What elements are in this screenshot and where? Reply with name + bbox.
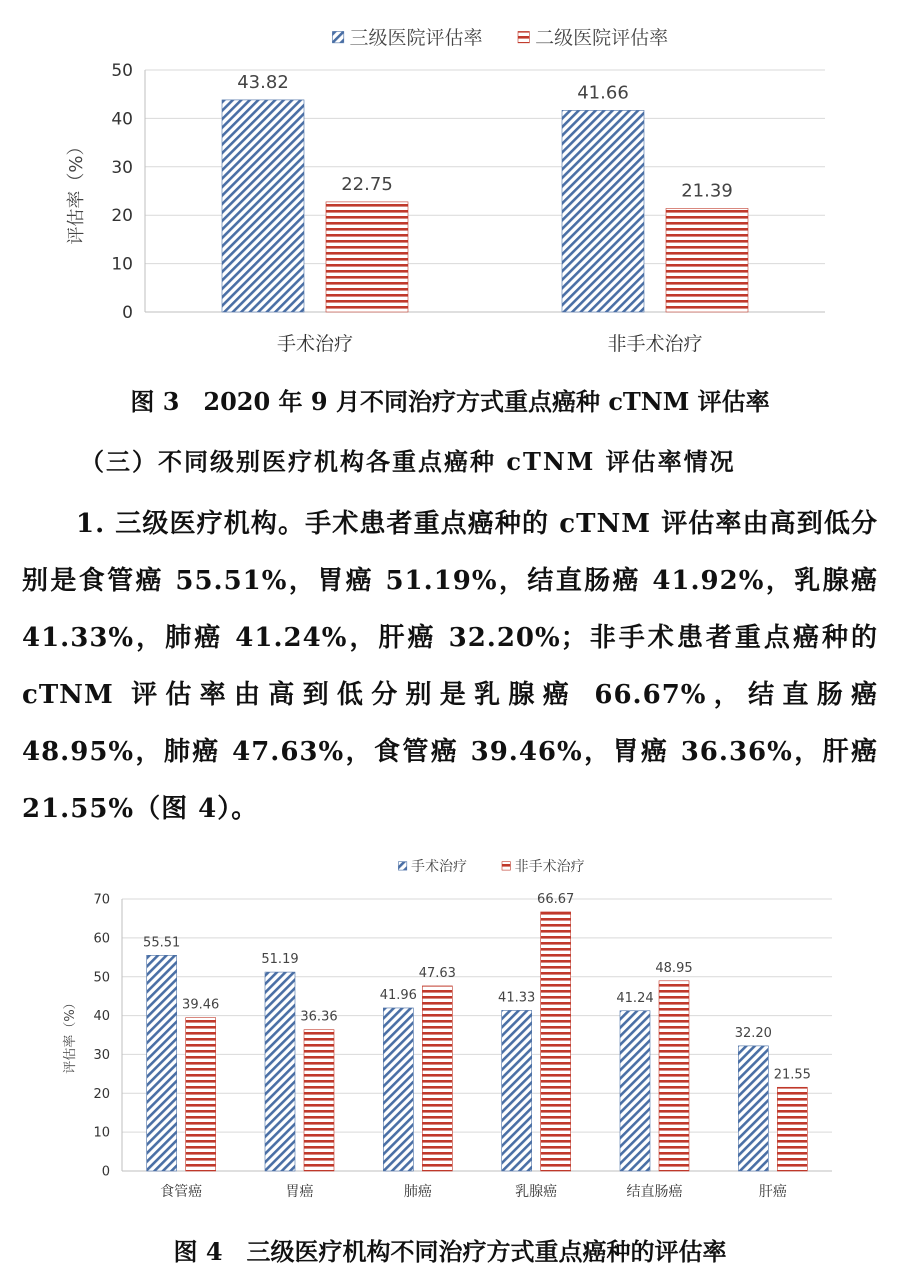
y-tick-label: 20 (111, 206, 133, 227)
bar-1-5 (620, 1011, 650, 1171)
x-tick-label: 乳腺癌 (515, 1184, 558, 1200)
y-tick-label: 10 (93, 1125, 110, 1141)
bar-1-4 (502, 1010, 532, 1171)
bar-2-2 (666, 208, 748, 312)
y-tick-label: 30 (111, 157, 133, 178)
bar-1-1 (222, 100, 304, 312)
y-tick-label: 50 (111, 60, 133, 81)
figure-3-chart (0, 0, 900, 380)
data-label: 21.39 (681, 180, 733, 202)
bar-1-3 (383, 1008, 413, 1171)
figure-4-chart (0, 840, 900, 1220)
y-tick-label: 0 (101, 1164, 110, 1180)
y-tick-label: 40 (111, 109, 133, 130)
figure-3-caption: 图 3 2020 年 9 月不同治疗方式重点癌种 cTNM 评估率 (130, 387, 770, 416)
data-label: 32.20 (734, 1025, 772, 1041)
y-axis-label: 评估率（%） (63, 996, 78, 1074)
data-label: 21.55 (773, 1067, 811, 1083)
data-label: 66.67 (537, 891, 575, 907)
data-label: 39.46 (182, 997, 220, 1013)
y-tick-label: 30 (93, 1047, 110, 1063)
y-tick-label: 60 (93, 931, 110, 947)
y-tick-label: 10 (111, 254, 133, 275)
y-tick-label: 0 (122, 302, 133, 323)
x-tick-label: 肝癌 (758, 1184, 787, 1200)
y-tick-label: 40 (93, 1009, 110, 1025)
bar-1-1 (147, 955, 177, 1171)
bar-1-2 (265, 972, 295, 1171)
x-tick-label: 肺癌 (403, 1184, 432, 1200)
legend-label: 二级医院评估率 (535, 26, 669, 49)
x-tick-label: 胃癌 (285, 1184, 314, 1200)
y-axis-label: 评估率（%） (66, 137, 87, 245)
body-paragraph: 1. 三级医疗机构。手术患者重点癌种的 cTNM 评估率由高到低分别是食管癌 55.51%，胃癌 51.19%，结直肠癌 41.92%，乳腺癌 41.33%，肺癌 41.24%，肝癌 32.20%；非手术患者重点癌种的 cTNM 评估率由高到低分别是乳腺癌 66.67%，结直肠癌 48.95%，肺癌 47.63%，食管癌 39.46%，胃癌 36.36%，肝癌 21.55%（图 4）。 (22, 509, 878, 824)
legend-label: 非手术治疗 (514, 858, 585, 875)
bar-1-6 (738, 1046, 768, 1171)
bar-2-1 (186, 1018, 216, 1171)
data-label: 47.63 (418, 965, 456, 981)
bar-2-5 (659, 981, 689, 1171)
data-label: 41.33 (498, 990, 536, 1006)
data-label: 51.19 (261, 952, 299, 968)
bar-2-2 (304, 1030, 334, 1171)
legend-swatch (518, 31, 529, 42)
x-tick-label: 食管癌 (160, 1184, 203, 1200)
data-label: 41.96 (379, 987, 417, 1003)
y-tick-label: 50 (93, 970, 110, 986)
data-label: 41.24 (616, 990, 654, 1006)
x-tick-label: 结直肠癌 (626, 1184, 683, 1200)
data-label: 41.66 (577, 82, 629, 104)
data-label: 36.36 (300, 1009, 338, 1025)
data-label: 22.75 (341, 173, 393, 195)
data-label: 43.82 (237, 71, 289, 93)
data-label: 55.51 (143, 935, 181, 951)
bar-2-1 (326, 202, 408, 312)
figure-4-caption: 图 4 三级医疗机构不同治疗方式重点癌种的评估率 (173, 1237, 727, 1266)
x-tick-label: 手术治疗 (276, 333, 354, 355)
bar-2-4 (541, 912, 571, 1171)
y-tick-label: 70 (93, 892, 110, 908)
legend-label: 手术治疗 (411, 858, 467, 875)
bar-2-6 (777, 1087, 807, 1171)
x-tick-label: 非手术治疗 (607, 333, 703, 355)
legend-swatch (398, 862, 406, 870)
bar-2-3 (422, 986, 452, 1171)
data-label: 48.95 (655, 960, 693, 976)
bar-1-2 (562, 110, 644, 312)
legend-label: 三级医院评估率 (349, 26, 483, 49)
legend-swatch (332, 31, 343, 42)
legend-swatch (502, 862, 510, 870)
y-tick-label: 20 (93, 1086, 110, 1102)
section-heading: （三）不同级别医疗机构各重点癌种 cTNM 评估率情况 (80, 447, 736, 476)
